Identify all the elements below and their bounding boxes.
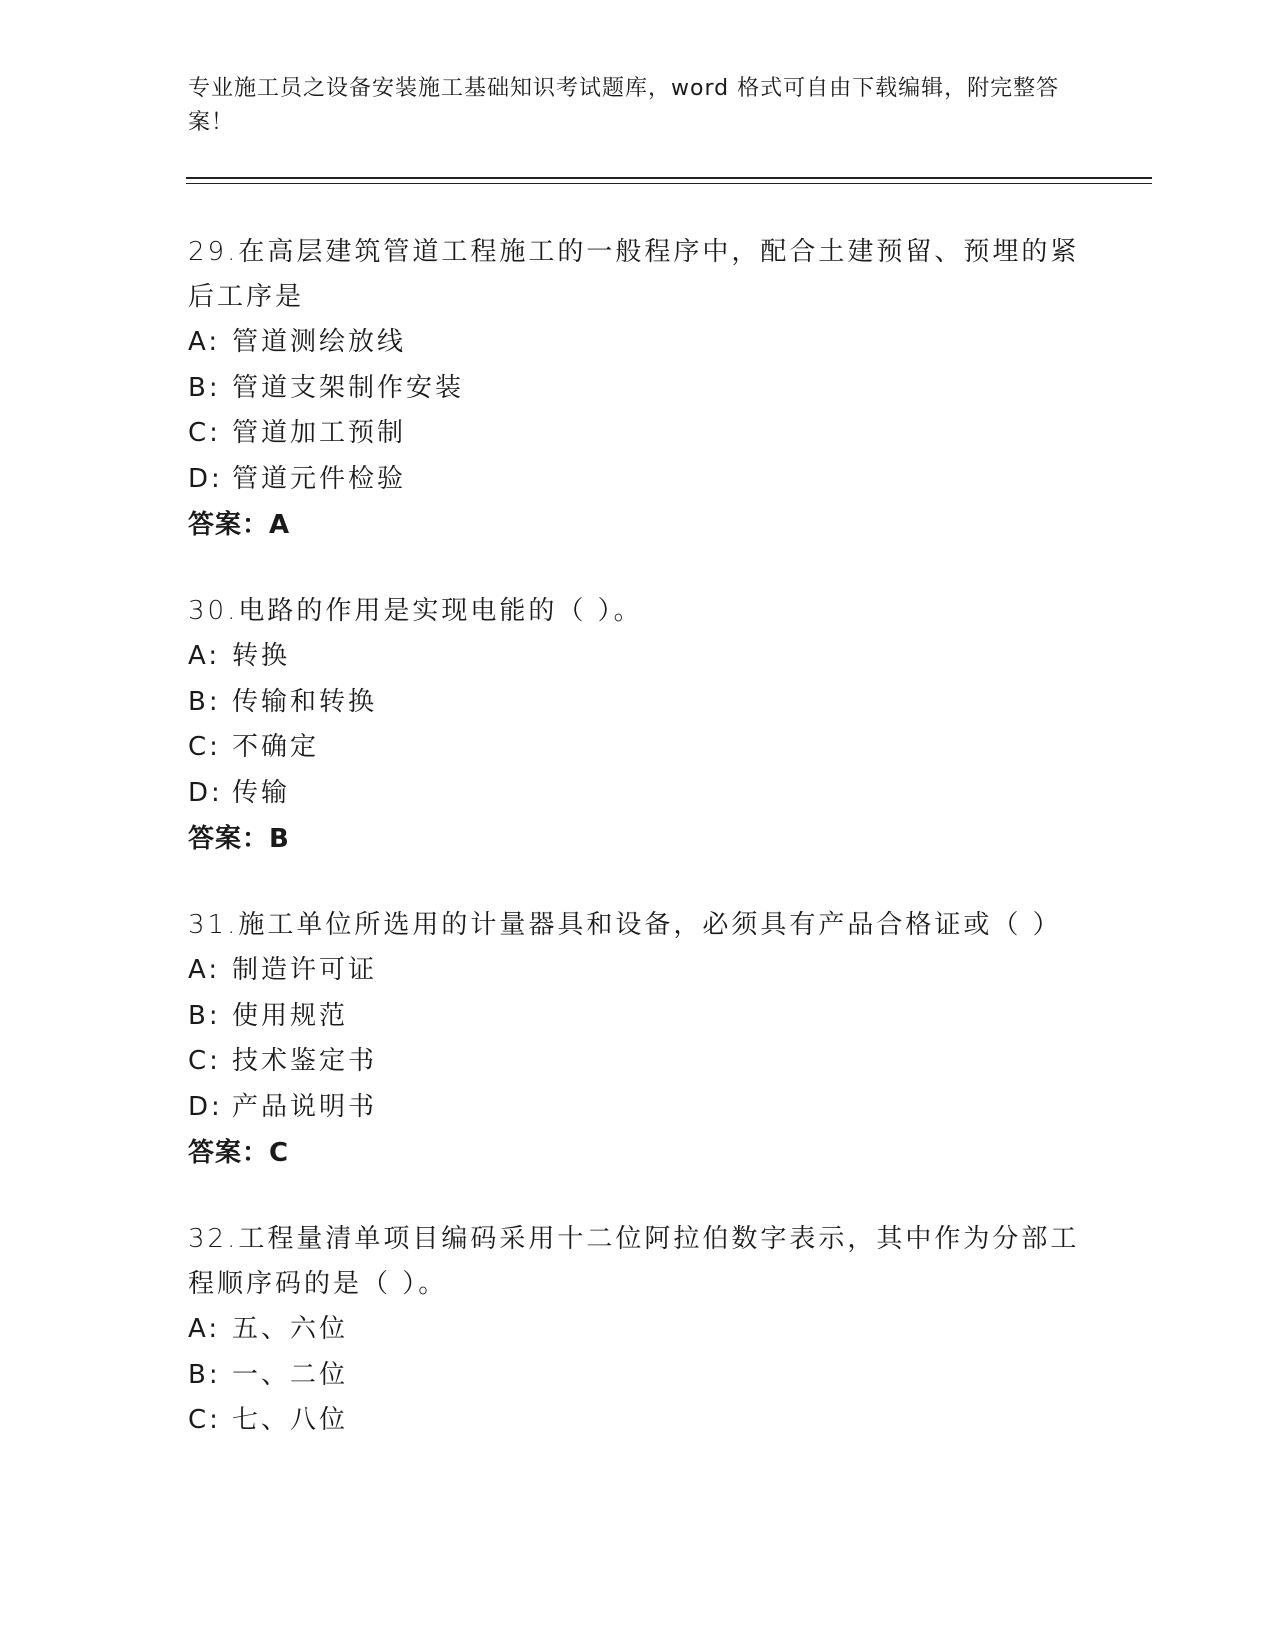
- option-text: 管道测绘放线: [232, 327, 407, 357]
- option-letter: C:: [188, 418, 221, 448]
- option-b: [188, 994, 1088, 1040]
- option-text: 产品说明书: [232, 1091, 378, 1122]
- option-text: 不确定: [232, 732, 320, 762]
- question-29: [188, 230, 1088, 548]
- option-text: 七、八位: [232, 1405, 349, 1435]
- option-a: [188, 1307, 1088, 1353]
- header-divider-bottom: [186, 183, 1152, 184]
- option-letter: D:: [188, 463, 223, 494]
- option-letter: A:: [188, 955, 221, 985]
- option-text: 使用规范: [232, 1000, 349, 1031]
- question-stem: 31.施工单位所选用的计量器具和设备，必须具有产品合格证或（ ）: [188, 910, 1062, 940]
- option-text: 制造许可证: [232, 955, 378, 985]
- option-a: [188, 320, 1088, 366]
- option-text: 一、二位: [232, 1359, 349, 1390]
- option-d: [188, 771, 1088, 817]
- option-text: 管道支架制作安装: [232, 372, 465, 403]
- option-letter: C:: [188, 1046, 221, 1076]
- question-stem: 32.工程量清单项目编码采用十二位阿拉伯数字表示，其中作为分部工程顺序码的是（ ）。: [188, 1224, 1080, 1299]
- option-c: [188, 411, 1088, 457]
- option-letter: C:: [188, 1405, 221, 1435]
- option-b: [188, 1353, 1088, 1399]
- option-letter: A:: [188, 641, 221, 671]
- option-text: 五、六位: [232, 1314, 349, 1344]
- option-letter: A:: [188, 327, 221, 357]
- option-letter: D:: [188, 1091, 223, 1122]
- option-letter: B:: [188, 686, 221, 717]
- option-text: 管道加工预制: [232, 418, 407, 448]
- question-32: [188, 1217, 1088, 1444]
- option-text: 管道元件检验: [232, 463, 407, 494]
- option-letter: A:: [188, 1314, 221, 1344]
- option-text: 转换: [232, 641, 291, 671]
- option-text: 传输: [232, 777, 291, 808]
- option-letter: C:: [188, 732, 221, 762]
- option-letter: B:: [188, 1000, 221, 1031]
- option-text: 传输和转换: [232, 686, 378, 717]
- document-header: 专业施工员之设备安装施工基础知识考试题库，word 格式可自由下载编辑，附完整答案！: [188, 76, 1060, 135]
- answer: 答案：B: [188, 824, 290, 854]
- question-list: [188, 230, 1088, 1485]
- option-letter: B:: [188, 1359, 221, 1390]
- option-letter: D:: [188, 777, 223, 808]
- option-d: [188, 457, 1088, 503]
- option-a: [188, 634, 1088, 680]
- option-c: [188, 1398, 1088, 1444]
- question-31: [188, 903, 1088, 1176]
- option-letter: B:: [188, 372, 221, 403]
- question-stem: 30.电路的作用是实现电能的（ ）。: [188, 596, 643, 626]
- option-c: [188, 1039, 1088, 1085]
- answer: 答案：C: [188, 1138, 290, 1168]
- option-b: [188, 680, 1088, 726]
- option-text: 技术鉴定书: [232, 1046, 378, 1076]
- option-a: [188, 948, 1088, 994]
- answer: 答案：A: [188, 510, 291, 540]
- question-30: [188, 589, 1088, 862]
- question-stem: 29.在高层建筑管道工程施工的一般程序中，配合土建预留、预埋的紧后工序是: [188, 237, 1080, 312]
- header-divider-top: [186, 177, 1152, 179]
- option-d: [188, 1085, 1088, 1131]
- option-b: [188, 366, 1088, 412]
- option-c: [188, 725, 1088, 771]
